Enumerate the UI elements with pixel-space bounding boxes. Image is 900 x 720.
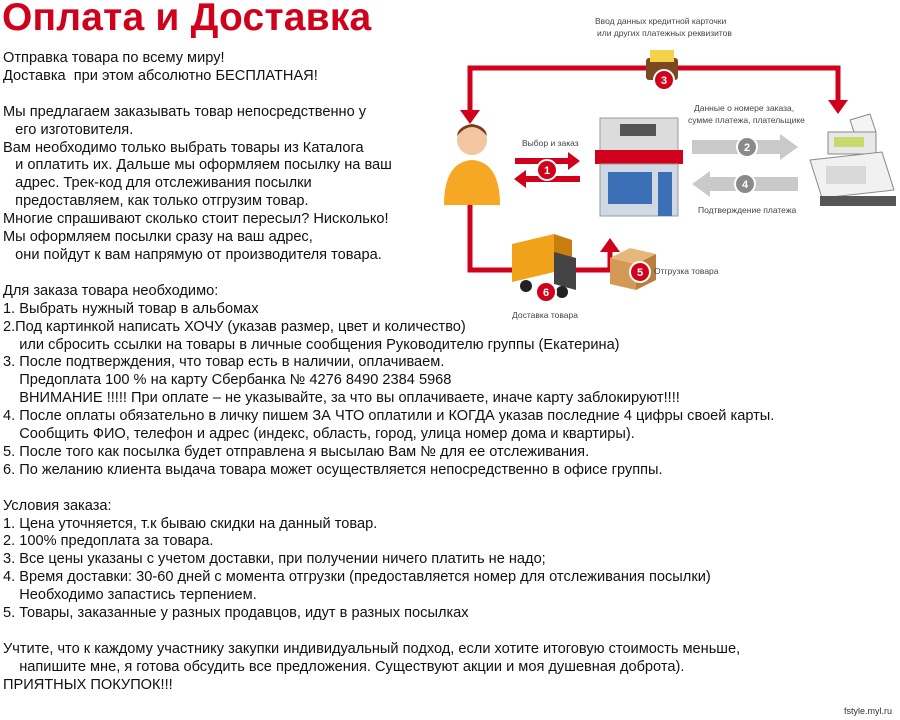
- text-line: ПРИЯТНЫХ ПОКУПОК!!!: [3, 676, 173, 693]
- step5-number: 5: [636, 267, 644, 279]
- step3-number: 3: [660, 75, 668, 87]
- loop-arrowhead-right: [828, 100, 848, 114]
- cash-register-icon: [810, 114, 896, 206]
- step4-number: 4: [741, 179, 749, 191]
- text-line: 5. После того как посылка будет отправлена я высылаю Вам № для ее отслеживания.: [3, 443, 590, 460]
- order-process-diagram: [430, 0, 900, 330]
- text-line: Сообщить ФИО, телефон и адрес (индекс, область, город, улица номер дома и квартиры).: [3, 426, 635, 443]
- text-line: Мы предлагаем заказывать товар непосредственно у: [3, 103, 367, 120]
- text-line: предоставляем, как только отгрузим товар.: [3, 193, 309, 210]
- step3-label-line1: Ввод данных кредитной карточки: [595, 16, 727, 26]
- text-line: Отправка товара по всему миру!: [3, 50, 225, 66]
- parcel-box-icon: [610, 248, 656, 290]
- text-line: ВНИМАНИЕ !!!!! При оплате – не указывайте, за что вы оплачиваете, иначе карту заблокируют!!!!: [3, 390, 680, 407]
- loop-arrowhead-down-left: [460, 110, 480, 124]
- person-icon: [444, 124, 500, 205]
- step4-label: Подтверждение платежа: [698, 205, 797, 215]
- text-line: [3, 623, 900, 641]
- text-line: 6. По желанию клиента выдача товара может осуществляется непосредственно в офисе группы.: [3, 461, 663, 478]
- wallet-icon: [646, 50, 678, 90]
- text-line: Учтите, что к каждому участнику закупки индивидуальный подход, если хотите итоговую стоимость меньше,: [3, 640, 741, 657]
- text-line: или сбросить ссылки на товары в личные сообщения Руководителю группы (Екатерина): [3, 336, 620, 353]
- text-line: Доставка при этом абсолютно БЕСПЛАТНАЯ!: [3, 67, 318, 84]
- text-line: 1. Цена уточняется, т.к бываю скидки на данный товар.: [3, 515, 378, 532]
- text-line: 4. После оплаты обязательно в личку пишем ЗА ЧТО оплатили и КОГДА указав последние 4 цифры своей карты.: [3, 408, 775, 425]
- text-line: они пойдут к вам напрямую от производителя товара.: [3, 246, 382, 263]
- loop-arrowhead-up-truck: [600, 238, 620, 252]
- text-line: 2. 100% предоплата за товара.: [3, 533, 214, 550]
- text-line: Вам необходимо только выбрать товары из Каталога: [3, 139, 364, 156]
- step6-number: 6: [542, 287, 550, 299]
- text-line: Мы оформляем посылки сразу на ваш адрес,: [3, 229, 313, 246]
- text-line: Предоплата 100 % на карту Сбербанка № 4276 8490 2384 5968: [3, 372, 452, 389]
- text-line: его изготовителя.: [3, 121, 134, 138]
- step2-label-line1: Данные о номере заказа,: [694, 103, 795, 113]
- text-line: Необходимо запастись терпением.: [3, 587, 257, 604]
- step5-label: Отгрузка товара: [654, 266, 719, 276]
- shop-icon: [595, 118, 683, 216]
- truck-icon: [512, 234, 576, 302]
- text-line: Многие спрашивают сколько стоит пересыл? Нисколько!: [3, 211, 389, 228]
- step4-arrow: [692, 171, 798, 197]
- text-line: 4. Время доставки: 30-60 дней с момента отгрузки (предоставляется номер для отслеживания посылки): [3, 569, 711, 586]
- text-line: 1. Выбрать нужный товар в альбомах: [3, 300, 259, 317]
- text-line: адрес. Трек-код для отслеживания посылки: [3, 175, 312, 192]
- step6-label: Доставка товара: [512, 310, 578, 320]
- text-line: [3, 480, 900, 498]
- text-line: 3. Все цены указаны с учетом доставки, при получении ничего платить не надо;: [3, 551, 546, 568]
- text-line: и оплатить их. Дальше мы оформляем посылку на ваш: [3, 157, 392, 174]
- step2-label-line2: сумме платежа, плательщике: [688, 115, 805, 125]
- step3-label-line2: или других платежных реквизитов: [597, 28, 732, 38]
- text-line: 5. Товары, заказанные у разных продавцов, идут в разных посылках: [3, 605, 469, 622]
- step1-number: 1: [543, 165, 551, 177]
- step1-label: Выбор и заказ: [522, 138, 579, 148]
- text-line: 3. После подтверждения, что товар есть в наличии, оплачиваем.: [3, 354, 445, 371]
- page-title: Оплата и Доставка: [2, 0, 372, 39]
- text-line: 2.Под картинкой написать ХОЧУ (указав размер, цвет и количество): [3, 318, 466, 335]
- watermark: fstyle.myl.ru: [843, 706, 892, 716]
- step2-arrow: [692, 134, 798, 160]
- text-line: Условия заказа:: [3, 497, 112, 514]
- text-line: Для заказа товара необходимо:: [3, 282, 219, 299]
- step2-number: 2: [743, 142, 751, 154]
- step1-arrows: [514, 152, 580, 188]
- text-line: напишите мне, я готова обсудить все предложения. Существуют акции и моя душевная доброта).: [3, 658, 685, 675]
